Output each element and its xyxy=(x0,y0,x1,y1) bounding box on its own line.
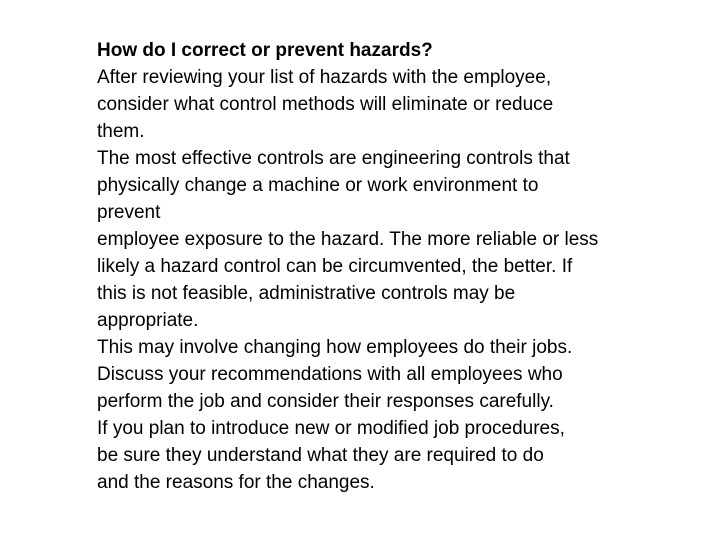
body-line: consider what control methods will eliminate or reduce xyxy=(97,94,554,115)
body-line: be sure they understand what they are required to do xyxy=(97,445,544,466)
body-line: Discuss your recommendations with all employees who xyxy=(97,364,563,385)
text-block xyxy=(97,37,707,496)
heading: How do I correct or prevent hazards? xyxy=(97,40,433,61)
body-line: appropriate. xyxy=(97,310,199,331)
body-line: physically change a machine or work environment to xyxy=(97,175,539,196)
body-line: perform the job and consider their responses carefully. xyxy=(97,391,554,412)
body-line: and the reasons for the changes. xyxy=(97,472,375,493)
body-line: This may involve changing how employees do their jobs. xyxy=(97,337,573,358)
body-line: After reviewing your list of hazards with the employee, xyxy=(97,67,552,88)
body-line: them. xyxy=(97,121,145,142)
body-line: If you plan to introduce new or modified job procedures, xyxy=(97,418,565,439)
body-line: likely a hazard control can be circumvented, the better. If xyxy=(97,256,573,277)
body-line: employee exposure to the hazard. The more reliable or less xyxy=(97,229,599,250)
body-line: prevent xyxy=(97,202,161,223)
body-line: this is not feasible, administrative controls may be xyxy=(97,283,516,304)
body-line: The most effective controls are engineering controls that xyxy=(97,148,570,169)
